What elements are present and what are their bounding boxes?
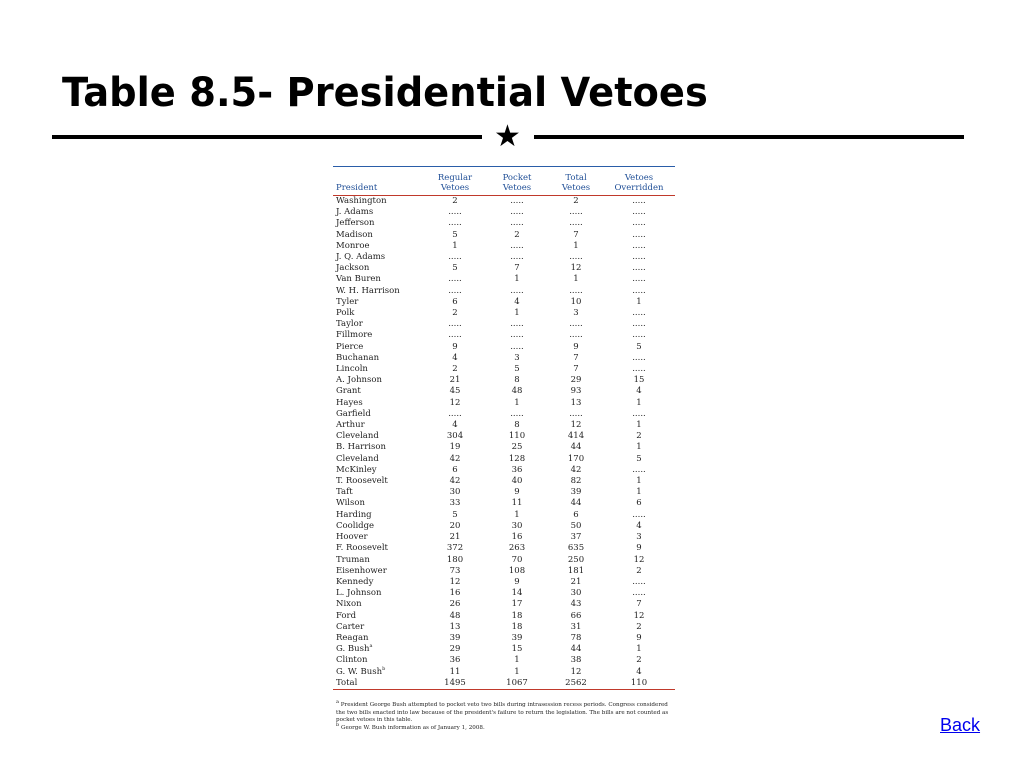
total-cell: 78	[570, 632, 582, 643]
regular-cell: 6	[452, 464, 458, 475]
overridden-cell: .....	[632, 464, 646, 475]
table-row	[333, 263, 675, 274]
president-name-cell: J. Q. Adams	[336, 252, 386, 263]
table-row	[333, 487, 675, 498]
total-cell: 93	[570, 386, 582, 397]
table-row	[333, 555, 675, 566]
header-president: President	[333, 167, 425, 196]
total-cell: 181	[567, 565, 585, 576]
president-name-cell: Clinton	[336, 655, 368, 666]
total-cell: 42	[570, 464, 582, 475]
total-cell: .....	[569, 218, 583, 229]
regular-cell: .....	[448, 285, 462, 296]
table-row	[333, 230, 675, 241]
pocket-cell: 5	[514, 364, 520, 375]
total-cell: 6	[573, 509, 579, 520]
president-name-cell: Kennedy	[336, 576, 374, 587]
table-row	[333, 308, 675, 319]
footnote-marker: a	[369, 643, 373, 650]
president-name-cell: Polk	[336, 308, 355, 319]
president-name-cell: Arthur	[336, 420, 365, 431]
regular-cell: .....	[448, 319, 462, 330]
footnote-marker: b	[382, 665, 386, 672]
overridden-cell: 3	[636, 532, 642, 543]
regular-cell: 180	[446, 554, 464, 565]
pocket-cell: 14	[511, 588, 523, 599]
overridden-cell: 1	[636, 487, 642, 498]
total-cell: 38	[570, 655, 582, 666]
pocket-cell: 8	[514, 420, 520, 431]
header-vetoes-overridden: Vetoes Overridden	[603, 167, 675, 196]
president-name-cell: Reagan	[336, 632, 369, 643]
overridden-cell: .....	[632, 263, 646, 274]
regular-cell: 20	[449, 520, 461, 531]
regular-cell: 19	[449, 442, 461, 453]
total-cell: 1	[573, 274, 579, 285]
pocket-cell: 48	[511, 386, 523, 397]
table-row	[333, 330, 675, 341]
president-name-cell: Eisenhower	[336, 565, 387, 576]
total-cell: 635	[567, 543, 585, 554]
president-name-cell: Pierce	[336, 341, 364, 352]
total-cell: 170	[567, 453, 585, 464]
back-link[interactable]: Back	[940, 715, 981, 735]
overridden-cell: 4	[636, 520, 642, 531]
regular-cell: 304	[446, 431, 464, 442]
table-row	[333, 319, 675, 330]
pocket-cell: 70	[511, 554, 523, 565]
pocket-cell: 1067	[485, 678, 549, 690]
regular-cell: 45	[449, 386, 461, 397]
regular-cell: 2	[452, 308, 458, 319]
table-row	[333, 241, 675, 252]
overridden-cell: 1	[636, 420, 642, 431]
overridden-cell: .....	[632, 207, 646, 218]
pocket-cell: 39	[511, 632, 523, 643]
header-pocket-vetoes: Pocket Vetoes	[485, 167, 549, 196]
pocket-cell: .....	[510, 252, 524, 263]
president-name-cell: Grant	[336, 386, 361, 397]
president-name-cell: Buchanan	[336, 352, 380, 363]
table-row	[333, 566, 675, 577]
table-row	[333, 644, 675, 655]
pocket-cell: 1	[514, 655, 520, 666]
regular-cell: .....	[448, 408, 462, 419]
total-cell: 2562	[549, 678, 603, 690]
overridden-cell: .....	[632, 285, 646, 296]
overridden-cell: 1	[636, 644, 642, 655]
regular-cell: 42	[449, 476, 461, 487]
total-cell: .....	[569, 207, 583, 218]
table-row	[333, 364, 675, 375]
pocket-cell: 2	[514, 229, 520, 240]
pocket-cell: 17	[511, 599, 523, 610]
pocket-cell: 36	[511, 464, 523, 475]
president-name-cell: Ford	[336, 610, 357, 621]
pocket-cell: 11	[511, 498, 523, 509]
president-name-cell: Hoover	[336, 532, 368, 543]
total-cell: 39	[570, 487, 582, 498]
regular-cell: 4	[452, 420, 458, 431]
overridden-cell: 7	[636, 599, 642, 610]
overridden-cell: 4	[636, 386, 642, 397]
slide-title: Table 8.5- Presidential Vetoes	[62, 70, 708, 116]
veto-table-container	[333, 166, 675, 690]
total-cell: 414	[567, 431, 585, 442]
table-row	[333, 375, 675, 386]
total-cell: 12	[570, 666, 582, 677]
pocket-cell: 263	[508, 543, 526, 554]
regular-cell: 26	[449, 599, 461, 610]
pocket-cell: 4	[514, 296, 520, 307]
president-name-cell: Harding	[336, 509, 372, 520]
total-cell: 9	[573, 341, 579, 352]
president-name-cell: B. Harrison	[336, 442, 386, 453]
table-row	[333, 353, 675, 364]
regular-cell: 5	[452, 229, 458, 240]
regular-cell: 1	[452, 240, 458, 251]
overridden-cell: 12	[633, 554, 645, 565]
pocket-cell: .....	[510, 408, 524, 419]
president-name-cell: Tyler	[336, 296, 359, 307]
regular-cell: 12	[449, 397, 461, 408]
table-header-row	[333, 167, 675, 196]
table-total-row	[333, 678, 675, 690]
pocket-cell: .....	[510, 330, 524, 341]
overridden-cell: .....	[632, 352, 646, 363]
total-cell: 50	[570, 520, 582, 531]
overridden-cell: 6	[636, 498, 642, 509]
regular-cell: 5	[452, 509, 458, 520]
president-name-cell: A. Johnson	[336, 375, 382, 386]
president-name-cell: Wilson	[336, 498, 365, 509]
overridden-cell: .....	[632, 408, 646, 419]
president-name-cell: Hayes	[336, 397, 363, 408]
header-regular-vetoes: Regular Vetoes	[425, 167, 485, 196]
overridden-cell: 15	[633, 375, 645, 386]
regular-cell: .....	[448, 274, 462, 285]
star-icon: ★	[494, 119, 521, 154]
pocket-cell: 8	[514, 375, 520, 386]
pocket-cell: 18	[511, 610, 523, 621]
table-row	[333, 543, 675, 554]
total-cell: .....	[569, 319, 583, 330]
total-cell: 44	[570, 498, 582, 509]
table-row	[333, 667, 675, 678]
regular-cell: 5	[452, 263, 458, 274]
president-name-cell: Cleveland	[336, 453, 379, 464]
total-cell: .....	[569, 330, 583, 341]
president-name-cell: G. Bush$^a$	[336, 643, 373, 655]
president-name-cell: L. Johnson	[336, 588, 382, 599]
pocket-cell: 15	[511, 644, 523, 655]
table-row	[333, 622, 675, 633]
pocket-cell: 1	[514, 274, 520, 285]
total-cell: 12	[570, 263, 582, 274]
table-row	[333, 465, 675, 476]
pocket-cell: 1	[514, 397, 520, 408]
overridden-cell: .....	[632, 252, 646, 263]
president-name-cell: Van Buren	[336, 274, 381, 285]
regular-cell: 30	[449, 487, 461, 498]
regular-cell: 1495	[425, 678, 485, 690]
table-row	[333, 577, 675, 588]
president-name-cell: Lincoln	[336, 364, 368, 375]
total-cell: 82	[570, 476, 582, 487]
total-cell: 1	[573, 240, 579, 251]
table-row	[333, 207, 675, 218]
regular-cell: 21	[449, 532, 461, 543]
title-divider-left	[52, 135, 482, 139]
regular-cell: 4	[452, 352, 458, 363]
president-name-cell: W. H. Harrison	[336, 285, 400, 296]
table-row	[333, 398, 675, 409]
table-body	[333, 196, 675, 690]
regular-cell: 36	[449, 655, 461, 666]
overridden-cell: 1	[636, 397, 642, 408]
president-name-cell: Fillmore	[336, 330, 373, 341]
total-cell: 31	[570, 621, 582, 632]
president-name-cell: Nixon	[336, 599, 362, 610]
table-row	[333, 420, 675, 431]
overridden-cell: .....	[632, 509, 646, 520]
pocket-cell: 30	[511, 520, 523, 531]
total-cell: 44	[570, 442, 582, 453]
regular-cell: 33	[449, 498, 461, 509]
overridden-cell: .....	[632, 308, 646, 319]
pocket-cell: 1	[514, 308, 520, 319]
footnote-b: $^b$ George W. Bush information as of January 1, 2008.	[336, 721, 485, 731]
overridden-cell: 9	[636, 543, 642, 554]
pocket-cell: 18	[511, 621, 523, 632]
president-name-cell: J. Adams	[336, 207, 374, 218]
president-name-cell: Cleveland	[336, 431, 379, 442]
overridden-cell: .....	[632, 196, 646, 206]
pocket-cell: 9	[514, 576, 520, 587]
pocket-cell: .....	[510, 285, 524, 296]
regular-cell: .....	[448, 252, 462, 263]
regular-cell: 13	[449, 621, 461, 632]
pocket-cell: .....	[510, 319, 524, 330]
table-row	[333, 510, 675, 521]
president-name-cell: F. Roosevelt	[336, 543, 388, 554]
pocket-cell: 16	[511, 532, 523, 543]
overridden-cell: 2	[636, 621, 642, 632]
table-row	[333, 431, 675, 442]
overridden-cell: 2	[636, 565, 642, 576]
overridden-cell: 1	[636, 476, 642, 487]
regular-cell: 73	[449, 565, 461, 576]
table-row	[333, 532, 675, 543]
regular-cell: 12	[449, 576, 461, 587]
regular-cell: 6	[452, 296, 458, 307]
president-name-cell: G. W. Bush$^b$	[336, 665, 386, 677]
overridden-cell: .....	[632, 218, 646, 229]
regular-cell: .....	[448, 207, 462, 218]
total-cell: 30	[570, 588, 582, 599]
title-divider-right	[534, 135, 964, 139]
pocket-cell: .....	[510, 240, 524, 251]
header-total-vetoes: Total Vetoes	[549, 167, 603, 196]
total-cell: 13	[570, 397, 582, 408]
total-cell: 7	[573, 364, 579, 375]
overridden-cell: .....	[632, 330, 646, 341]
president-name-cell: Taylor	[336, 319, 363, 330]
overridden-cell: .....	[632, 274, 646, 285]
presidential-vetoes-table	[333, 167, 675, 690]
president-name-cell: Total	[333, 678, 425, 690]
regular-cell: 16	[449, 588, 461, 599]
overridden-cell: 1	[636, 442, 642, 453]
pocket-cell: 9	[514, 487, 520, 498]
total-cell: 3	[573, 308, 579, 319]
regular-cell: 48	[449, 610, 461, 621]
total-cell: 43	[570, 599, 582, 610]
regular-cell: 11	[449, 666, 461, 677]
regular-cell: 9	[452, 341, 458, 352]
pocket-cell: 128	[508, 453, 526, 464]
president-name-cell: Coolidge	[336, 520, 375, 531]
president-name-cell: T. Roosevelt	[336, 476, 388, 487]
overridden-cell: .....	[632, 588, 646, 599]
total-cell: 66	[570, 610, 582, 621]
president-name-cell: Garfield	[336, 408, 371, 419]
total-cell: 7	[573, 229, 579, 240]
total-cell: 12	[570, 420, 582, 431]
table-row	[333, 252, 675, 263]
pocket-cell: 40	[511, 476, 523, 487]
regular-cell: 39	[449, 632, 461, 643]
table-row	[333, 599, 675, 610]
regular-cell: 42	[449, 453, 461, 464]
overridden-cell: 5	[636, 341, 642, 352]
pocket-cell: 3	[514, 352, 520, 363]
total-cell: 7	[573, 352, 579, 363]
table-row	[333, 342, 675, 353]
overridden-cell: 1	[636, 296, 642, 307]
pocket-cell: 110	[508, 431, 526, 442]
table-row	[333, 386, 675, 397]
total-cell: 10	[570, 296, 582, 307]
total-cell: 44	[570, 644, 582, 655]
president-name-cell: McKinley	[336, 464, 377, 475]
overridden-cell: 4	[636, 666, 642, 677]
table-row	[333, 218, 675, 229]
pocket-cell: .....	[510, 207, 524, 218]
total-cell: 37	[570, 532, 582, 543]
pocket-cell: 108	[508, 565, 526, 576]
table-row	[333, 286, 675, 297]
overridden-cell: 12	[633, 610, 645, 621]
overridden-cell: 2	[636, 431, 642, 442]
table-footnotes	[336, 699, 674, 732]
overridden-cell: .....	[632, 229, 646, 240]
table-row	[333, 196, 675, 208]
regular-cell: .....	[448, 330, 462, 341]
overridden-cell: 2	[636, 655, 642, 666]
overridden-cell: 9	[636, 632, 642, 643]
regular-cell: 21	[449, 375, 461, 386]
table-row	[333, 476, 675, 487]
table-row	[333, 274, 675, 285]
president-name-cell: Taft	[336, 487, 353, 498]
total-cell: 250	[567, 554, 585, 565]
total-cell: .....	[569, 285, 583, 296]
total-cell: .....	[569, 252, 583, 263]
overridden-cell: 110	[603, 678, 675, 690]
total-cell: 29	[570, 375, 582, 386]
pocket-cell: 25	[511, 442, 523, 453]
footnote-a: $^a$ President George Bush attempted to pocket veto two bills during intrasession recess periods. Congress considered the two bills enacted into law because of the president's failure to return the legislation. The bills are not counted as pocket vetoes in this table.	[336, 699, 669, 724]
president-name-cell: Madison	[336, 229, 373, 240]
table-row	[333, 611, 675, 622]
table-row	[333, 633, 675, 644]
regular-cell: 2	[452, 196, 458, 206]
total-cell: .....	[569, 408, 583, 419]
pocket-cell: .....	[510, 196, 524, 206]
table-row	[333, 498, 675, 509]
pocket-cell: 1	[514, 509, 520, 520]
overridden-cell: .....	[632, 240, 646, 251]
regular-cell: 372	[446, 543, 464, 554]
president-name-cell: Truman	[336, 554, 370, 565]
pocket-cell: .....	[510, 341, 524, 352]
regular-cell: 2	[452, 364, 458, 375]
president-name-cell: Carter	[336, 621, 365, 632]
pocket-cell: 7	[514, 263, 520, 274]
pocket-cell: 1	[514, 666, 520, 677]
regular-cell: 29	[449, 644, 461, 655]
overridden-cell: .....	[632, 319, 646, 330]
president-name-cell: Washington	[336, 196, 387, 206]
table-row	[333, 409, 675, 420]
table-row	[333, 521, 675, 532]
table-row	[333, 442, 675, 453]
table-row	[333, 297, 675, 308]
total-cell: 21	[570, 576, 582, 587]
total-cell: 2	[573, 196, 579, 206]
president-name-cell: Jefferson	[336, 218, 375, 229]
pocket-cell: .....	[510, 218, 524, 229]
overridden-cell: 5	[636, 453, 642, 464]
regular-cell: .....	[448, 218, 462, 229]
overridden-cell: .....	[632, 576, 646, 587]
table-row	[333, 588, 675, 599]
table-row	[333, 454, 675, 465]
president-name-cell: Monroe	[336, 240, 370, 251]
overridden-cell: .....	[632, 364, 646, 375]
president-name-cell: Jackson	[336, 263, 370, 274]
